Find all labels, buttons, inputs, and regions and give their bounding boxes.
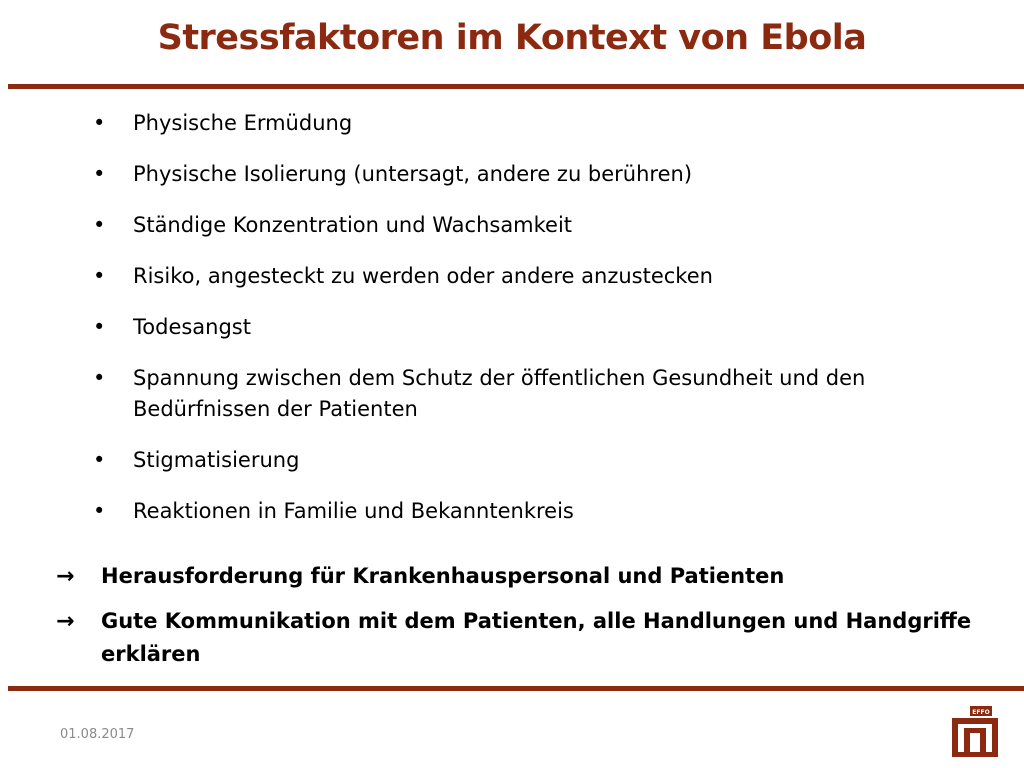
slide-date: 01.08.2017 [60,727,135,742]
list-item: • Risiko, angesteckt zu werden oder andere anzustecken [88,261,988,292]
list-item: • Spannung zwischen dem Schutz der öffentlichen Gesundheit und den Bedürfnissen der Patienten [88,363,988,425]
conclusion-item [56,560,996,593]
conclusion-text: Herausforderung für Krankenhauspersonal und Patienten [101,564,785,588]
stress-factor-list [88,108,988,547]
logo-text: EFFO [972,709,990,716]
footer-divider [8,686,1024,691]
slide-title: Stressfaktoren im Kontext von Ebola [157,18,867,58]
title-divider [8,84,1024,89]
list-item: • Physische Ermüdung [88,108,988,139]
list-item: • Stigmatisierung [88,445,988,476]
conclusion-item [56,605,996,671]
list-item: • Physische Isolierung (untersagt, andere zu berühren) [88,159,988,190]
right-arrow-icon: → [56,609,75,634]
list-item: • Reaktionen in Familie und Bekanntenkreis [88,496,988,527]
list-item: • Ständige Konzentration und Wachsamkeit [88,210,988,241]
effo-logo-icon [950,706,1000,758]
conclusion-list [56,560,996,683]
conclusion-text: Gute Kommunikation mit dem Patienten, alle Handlungen und Handgriffe erklären [101,609,972,666]
right-arrow-icon: → [56,564,75,589]
list-item: • Todesangst [88,312,988,343]
